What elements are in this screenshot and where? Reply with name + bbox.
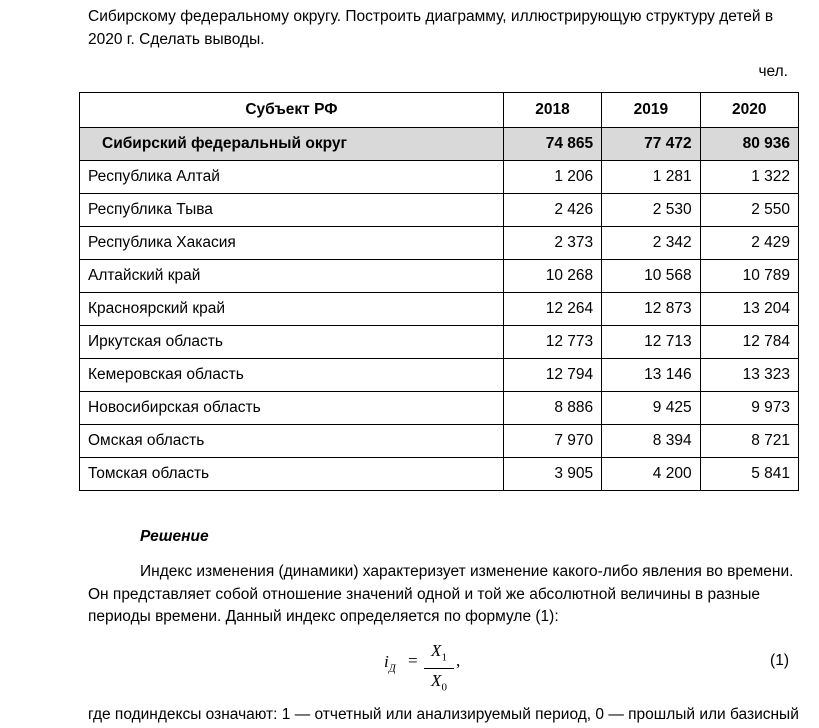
cell-name: Томская область [80, 458, 504, 491]
cell-2020: 9 973 [700, 392, 798, 425]
table-row [80, 458, 799, 491]
cell-2020: 2 550 [700, 194, 798, 227]
solution-line-3: периоды времени. Данный индекс определяется по формуле (1): [88, 608, 559, 625]
cell-name: Республика Хакасия [80, 227, 504, 260]
cell-name: Омская область [80, 425, 504, 458]
cell-2018: 1 206 [503, 161, 601, 194]
cell-2019: 12 713 [602, 326, 700, 359]
header-2020: 2020 [700, 93, 798, 128]
cell-name: Республика Алтай [80, 161, 504, 194]
table-row [80, 293, 799, 326]
solution-line-1: Индекс изменения (динамики) характеризует изменение какого-либо явления во времени. [140, 563, 794, 580]
cell-2019: 2 530 [602, 194, 700, 227]
task-text [88, 6, 800, 51]
cell-2019: 4 200 [602, 458, 700, 491]
solution-text-1 [88, 561, 800, 629]
cell-2020: 80 936 [700, 128, 798, 161]
cell-2020: 2 429 [700, 227, 798, 260]
formula-equals: = [408, 651, 418, 670]
solution-title: Решение [140, 528, 209, 545]
cell-2018: 12 773 [503, 326, 601, 359]
formula-lhs: $i_Д$ [384, 652, 396, 675]
table-row-total [80, 128, 799, 161]
table-row [80, 227, 799, 260]
cell-name: Республика Тыва [80, 194, 504, 227]
cell-2019: 8 394 [602, 425, 700, 458]
cell-2018: 74 865 [503, 128, 601, 161]
formula-comma: , [456, 651, 461, 670]
header-2018: 2018 [503, 93, 601, 128]
table-row [80, 392, 799, 425]
cell-2018: 12 794 [503, 359, 601, 392]
cell-2020: 5 841 [700, 458, 798, 491]
cell-2020: 13 204 [700, 293, 798, 326]
children-table [79, 92, 799, 491]
cell-2019: 13 146 [602, 359, 700, 392]
cell-2020: 1 322 [700, 161, 798, 194]
table-header-row [80, 93, 799, 128]
formula-numerator: $X_1$ [424, 640, 454, 669]
task-line-2: 2020 г. Сделать выводы. [88, 30, 265, 48]
formula-fraction [424, 640, 454, 700]
cell-name: Красноярский край [80, 293, 504, 326]
equation-number: (1) [770, 652, 789, 669]
formula-denominator: $X_0$ [431, 671, 447, 694]
cell-name: Алтайский край [80, 260, 504, 293]
table-row [80, 326, 799, 359]
header-subject: Субъект РФ [80, 93, 504, 128]
cell-2020: 10 789 [700, 260, 798, 293]
cell-2018: 2 426 [503, 194, 601, 227]
table-row [80, 260, 799, 293]
cell-2019: 9 425 [602, 392, 700, 425]
cell-2020: 8 721 [700, 425, 798, 458]
header-2019: 2019 [602, 93, 700, 128]
cell-2018: 10 268 [503, 260, 601, 293]
cell-name: Сибирский федеральный округ [80, 128, 504, 161]
cell-2019: 1 281 [602, 161, 700, 194]
table-row [80, 194, 799, 227]
cell-name: Новосибирская область [80, 392, 504, 425]
cell-2019: 2 342 [602, 227, 700, 260]
table-row [80, 359, 799, 392]
task-line-1: Сибирскому федеральному округу. Построить диаграмму, иллюстрирующую структуру детей в [88, 8, 774, 25]
cell-name: Кемеровская область [80, 359, 504, 392]
cell-2018: 3 905 [503, 458, 601, 491]
table-row [80, 161, 799, 194]
cell-2018: 8 886 [503, 392, 601, 425]
cell-2019: 77 472 [602, 128, 700, 161]
solution-line-2: Он представляет собой отношение значений одной и той же абсолютной величины в разные [88, 585, 760, 603]
units-label: чел. [758, 63, 788, 80]
solution-text-2: где подиндексы означают: 1 — отчетный или анализируемый период, 0 — прошлый или базисный [88, 706, 799, 723]
cell-2020: 13 323 [700, 359, 798, 392]
cell-2018: 2 373 [503, 227, 601, 260]
cell-2019: 10 568 [602, 260, 700, 293]
cell-2020: 12 784 [700, 326, 798, 359]
cell-name: Иркутская область [80, 326, 504, 359]
cell-2018: 12 264 [503, 293, 601, 326]
table-row [80, 425, 799, 458]
cell-2018: 7 970 [503, 425, 601, 458]
cell-2019: 12 873 [602, 293, 700, 326]
